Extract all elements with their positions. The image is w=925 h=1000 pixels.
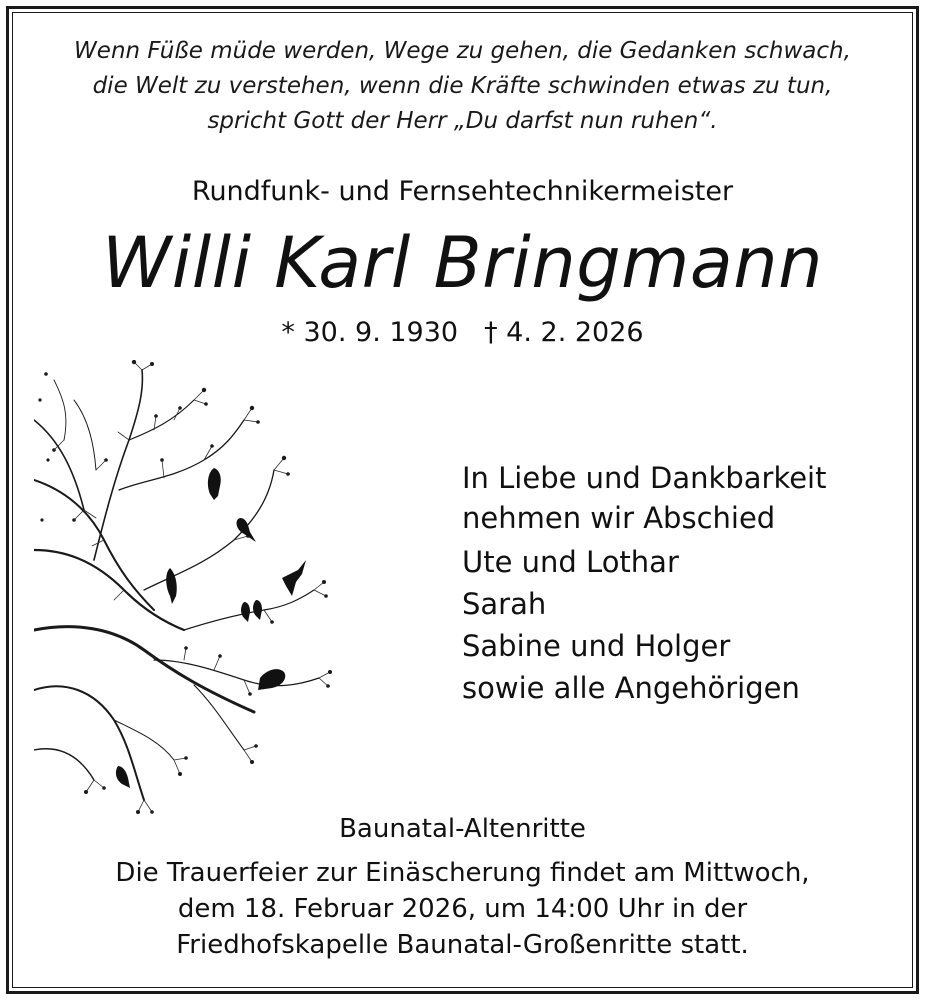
ceremony-line-2: dem 18. Februar 2026, um 14:00 Uhr in der	[177, 894, 748, 924]
life-dates	[20, 312, 905, 354]
ceremony-line-3: Friedhofskapelle Baunatal-Großenritte statt.	[176, 930, 749, 960]
family-member-3: Sabine und Holger	[462, 629, 731, 663]
family-intro-line-2: nehmen wir Abschied	[462, 501, 776, 535]
family-member-1: Ute und Lothar	[462, 545, 679, 579]
birds	[116, 468, 306, 788]
family-member-4: sowie alle Angehörigen	[462, 671, 800, 705]
family-intro-line-1: In Liebe und Dankbarkeit	[462, 461, 827, 495]
death-date: † 4. 2. 2026	[484, 317, 644, 348]
verse-line-3: spricht Gott der Herr „Du darfst nun ruhen“.	[207, 108, 718, 134]
deceased-name: Willi Karl Bringmann	[102, 222, 823, 304]
family-member-2: Sarah	[462, 587, 547, 621]
place: Baunatal-Altenritte	[339, 814, 586, 844]
occupation: Rundfunk- und Fernsehtechnikermeister	[191, 176, 734, 207]
birth-date: * 30. 9. 1930	[281, 317, 459, 348]
verse-line-2: die Welt zu verstehen, wenn die Kräfte schwinden etwas zu tun,	[92, 73, 833, 99]
tree-with-birds-illustration	[34, 360, 334, 820]
verse-line-1: Wenn Füße müde werden, Wege zu gehen, die Gedanken schwach,	[74, 38, 851, 64]
ceremony-line-1: Die Trauerfeier zur Einäscherung findet am Mittwoch,	[115, 858, 810, 888]
